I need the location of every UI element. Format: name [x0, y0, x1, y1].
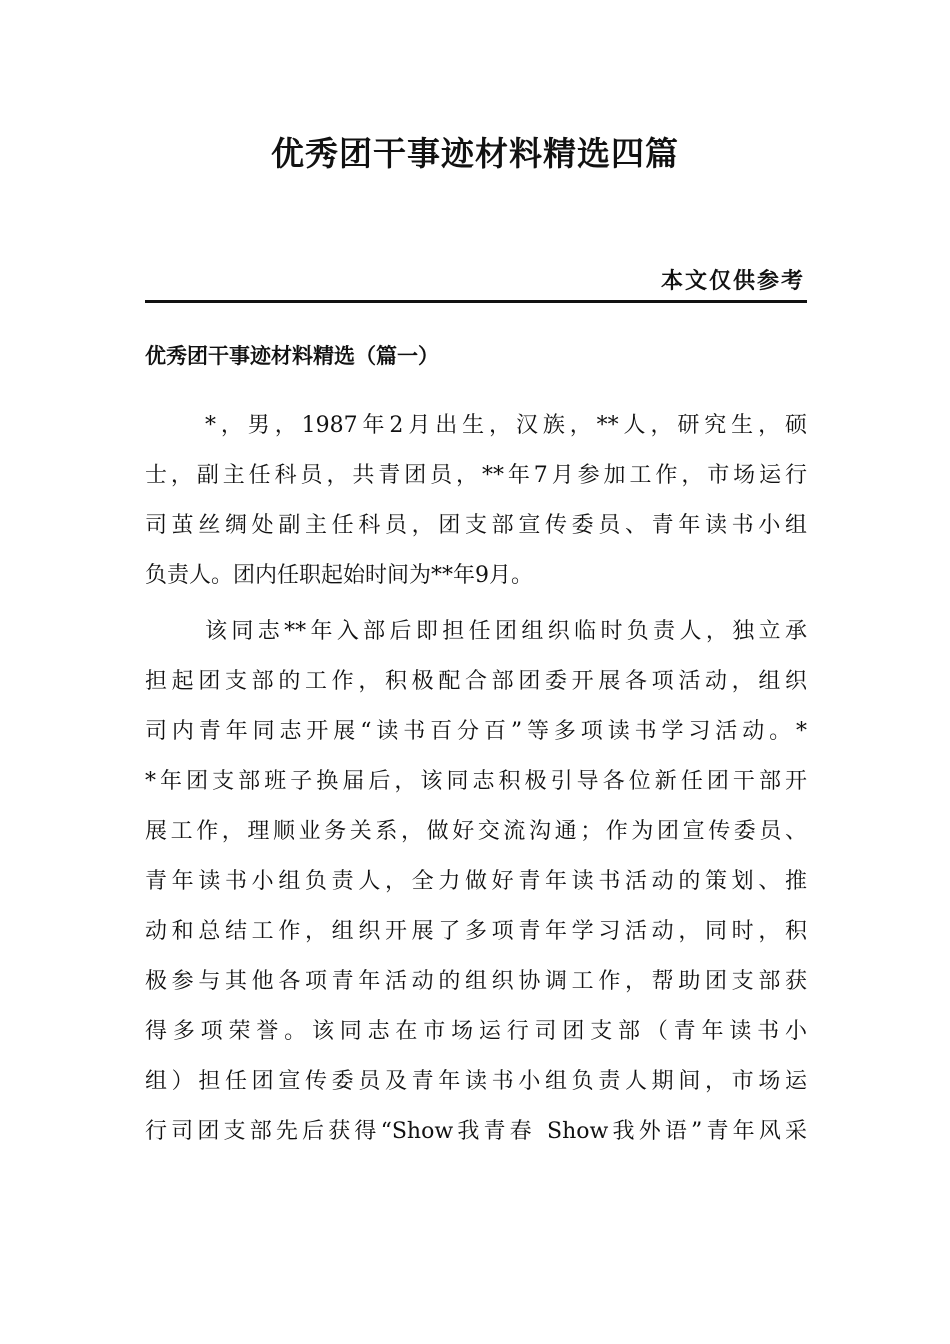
paragraph-2-line: 得多项荣誉。该同志在市场运行司团支部（青年读书小	[145, 1019, 807, 1044]
paragraph-1-line: *，男，1987年2月出生，汉族，**人，研究生，硕	[205, 413, 807, 438]
paragraph-2-line: *年团支部班子换届后，该同志积极引导各位新任团干部开	[145, 769, 807, 794]
paragraph-2-line: 青年读书小组负责人，全力做好青年读书活动的策划、推	[145, 869, 807, 894]
paragraph-1-line: 司茧丝绸处副主任科员，团支部宣传委员、青年读书小组	[145, 513, 807, 538]
reference-note: 本文仅供参考	[660, 269, 805, 294]
section-heading: 优秀团干事迹材料精选（篇一）	[145, 344, 439, 368]
paragraph-2-line: 组）担任团宣传委员及青年读书小组负责人期间，市场运	[145, 1069, 807, 1094]
paragraph-1-line: 负责人。团内任职起始时间为**年9月。	[145, 563, 533, 588]
header-divider	[145, 300, 807, 303]
paragraph-2-line: 司内青年同志开展“读书百分百”等多项读书学习活动。*	[145, 719, 807, 744]
document-title: 优秀团干事迹材料精选四篇	[271, 134, 679, 173]
paragraph-2-line: 行司团支部先后获得“Show我青春 Show我外语”青年风采	[145, 1119, 807, 1144]
paragraph-2-line: 动和总结工作，组织开展了多项青年学习活动，同时，积	[145, 919, 807, 944]
paragraph-2-line: 该同志**年入部后即担任团组织临时负责人，独立承	[205, 619, 807, 644]
paragraph-2-line: 极参与其他各项青年活动的组织协调工作，帮助团支部获	[145, 969, 807, 994]
paragraph-2-line: 担起团支部的工作，积极配合部团委开展各项活动，组织	[145, 669, 807, 694]
paragraph-2-line: 展工作，理顺业务关系，做好交流沟通；作为团宣传委员、	[145, 819, 807, 844]
paragraph-1-line: 士，副主任科员，共青团员，**年7月参加工作，市场运行	[145, 463, 807, 488]
